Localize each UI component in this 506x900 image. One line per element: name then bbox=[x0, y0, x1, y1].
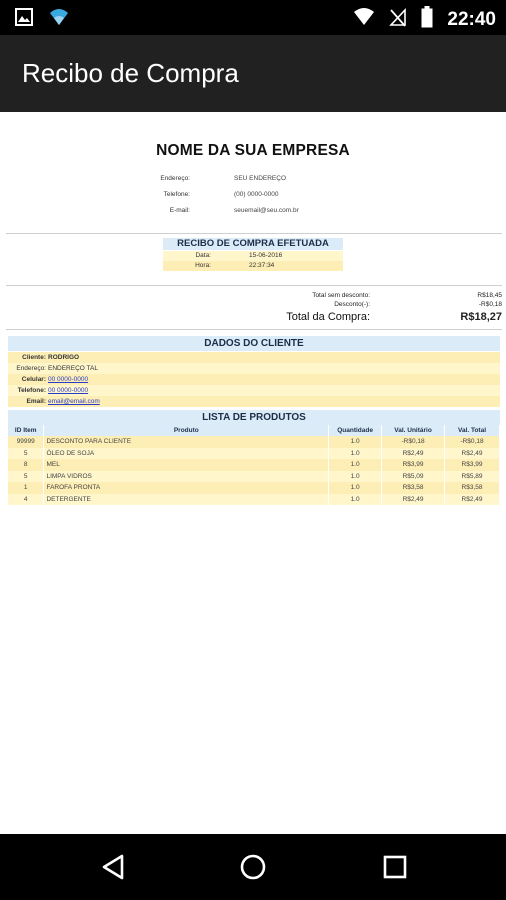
app-bar bbox=[0, 35, 506, 112]
wifi-signal-icon bbox=[48, 7, 70, 32]
table-row bbox=[8, 494, 500, 506]
recent-apps-icon[interactable] bbox=[378, 850, 412, 884]
client-phone-row bbox=[8, 385, 500, 396]
receipt-date-row bbox=[163, 251, 343, 261]
cell-product: FAROFA PRONTA bbox=[44, 482, 329, 494]
client-email-link[interactable]: email@email.com bbox=[48, 398, 100, 405]
cell-quantity: 1.0 bbox=[329, 448, 382, 460]
divider bbox=[6, 233, 502, 234]
total-label: Total da Compra: bbox=[286, 311, 370, 323]
cell-quantity: 1.0 bbox=[329, 471, 382, 483]
cell-id: 5 bbox=[8, 471, 44, 483]
client-email-row bbox=[8, 396, 500, 407]
cell-product: LIMPA VIDROS bbox=[44, 471, 329, 483]
receipt-date-label: Data: bbox=[195, 252, 211, 259]
cell-id: 8 bbox=[8, 459, 44, 471]
cell-unit-price: -R$0,18 bbox=[382, 436, 445, 448]
status-bar bbox=[0, 0, 506, 35]
cell-quantity: 1.0 bbox=[329, 436, 382, 448]
company-address-value: SEU ENDEREÇO bbox=[234, 175, 287, 182]
subtotal-label: Total sem desconto: bbox=[312, 292, 370, 299]
column-header-quantity: Quantidade bbox=[329, 425, 382, 436]
navigation-bar bbox=[0, 834, 506, 900]
cell-quantity: 1.0 bbox=[329, 482, 382, 494]
cell-unit-price: R$5,09 bbox=[382, 471, 445, 483]
client-phone-label: Telefone: bbox=[17, 387, 46, 394]
client-section-heading: DADOS DO CLIENTE bbox=[8, 336, 500, 351]
products-section-heading: LISTA DE PRODUTOS bbox=[8, 410, 500, 425]
company-email-value: seuemail@seu.com.br bbox=[234, 207, 299, 214]
client-address-value: ENDEREÇO TAL bbox=[48, 365, 98, 372]
table-row bbox=[8, 436, 500, 448]
cell-quantity: 1.0 bbox=[329, 494, 382, 506]
divider bbox=[6, 329, 502, 330]
cell-product: MEL bbox=[44, 459, 329, 471]
company-name: NOME DA SUA EMPRESA bbox=[156, 142, 350, 159]
cell-total: R$3,58 bbox=[445, 482, 500, 494]
discount-label: Desconto(-): bbox=[334, 301, 370, 308]
cell-id: 99999 bbox=[8, 436, 44, 448]
client-cell-label: Celular: bbox=[21, 376, 46, 383]
cell-id: 1 bbox=[8, 482, 44, 494]
wifi-icon bbox=[353, 7, 375, 32]
cell-total: R$2,49 bbox=[445, 448, 500, 460]
receipt-time-row bbox=[163, 261, 343, 271]
cell-total: R$2,49 bbox=[445, 494, 500, 506]
cell-product: ÓLEO DE SOJA bbox=[44, 448, 329, 460]
discount-value: -R$0,18 bbox=[478, 301, 502, 308]
cell-unit-price: R$2,49 bbox=[382, 448, 445, 460]
receipt-time-label: Hora: bbox=[195, 262, 211, 269]
subtotal-value: R$18,45 bbox=[477, 292, 502, 299]
table-header-row bbox=[8, 425, 500, 436]
receipt-time-value: 22:37:34 bbox=[249, 262, 275, 269]
client-email-label: Email: bbox=[26, 398, 46, 405]
column-header-id: ID Item bbox=[8, 425, 44, 436]
cell-total: R$5,89 bbox=[445, 471, 500, 483]
cell-id: 5 bbox=[8, 448, 44, 460]
client-name-label: Cliente: bbox=[22, 354, 46, 361]
cell-total: -R$0,18 bbox=[445, 436, 500, 448]
client-phone-link[interactable]: 00 0000-0000 bbox=[48, 387, 89, 394]
home-icon[interactable] bbox=[236, 850, 270, 884]
cell-unit-price: R$3,99 bbox=[382, 459, 445, 471]
cell-id: 4 bbox=[8, 494, 44, 506]
cell-total: R$3,99 bbox=[445, 459, 500, 471]
table-row bbox=[8, 471, 500, 483]
client-cell-row bbox=[8, 374, 500, 385]
client-address-label: Endereço: bbox=[16, 365, 46, 372]
client-cell-link[interactable]: 00 0000-0000 bbox=[48, 376, 89, 383]
receipt-title: RECIBO DE COMPRA EFETUADA bbox=[163, 238, 343, 250]
image-icon bbox=[14, 7, 34, 32]
column-header-product: Produto bbox=[44, 425, 329, 436]
cell-product: DETERGENTE bbox=[44, 494, 329, 506]
cell-quantity: 1.0 bbox=[329, 459, 382, 471]
company-phone-value: (00) 0000-0000 bbox=[234, 191, 279, 198]
divider bbox=[6, 285, 502, 286]
status-time: 22:40 bbox=[447, 8, 496, 30]
table-row bbox=[8, 448, 500, 460]
table-row bbox=[8, 482, 500, 494]
page-title: Recibo de Compra bbox=[22, 58, 239, 88]
table-row bbox=[8, 459, 500, 471]
total-value: R$18,27 bbox=[460, 311, 502, 323]
receipt-content: NOME DA SUA EMPRESA Endereço: SEU ENDEREÇO Telefone: (00) 0000-0000 E-mail: seuemail@seu.com.br RECIBO DE COMPRA EFETUADA Data: 15-06-2016 Hora: 22:37:34 Total sem desconto: R$18,45 Desconto(-): -R$0,18 Total da Compra: R$18,27 DADOS DO CLIENTE Cliente: RODRIGO Endereço: ENDEREÇO TAL Celular: 00 0000-0000 Telefone: 00 0000-0000 Email: email@email.com LISTA DE PRODUTOS ID Item Produto Quantidade Val. Unitário Val. Total 99999 DESCONTO PARA CLIENTE 1.0 -R$0,18 -R$0,18 5 ÓLEO DE SOJA 1.0 R$2,49 R$2,49 8 MEL 1.0 R$3,99 R$3,99 5 LIMPA VIDROS 1.0 R$5,09 R$5,89 1 FAROFA PRONTA 1.0 R$3,58 R$3,58 4 DETERGENTE 1.0 R$2,49 R$2,49 bbox=[0, 112, 506, 834]
cell-unit-price: R$3,58 bbox=[382, 482, 445, 494]
receipt-date-value: 15-06-2016 bbox=[249, 252, 283, 259]
products-table bbox=[8, 425, 500, 505]
client-address-row bbox=[8, 363, 500, 374]
column-header-unit-price: Val. Unitário bbox=[382, 425, 445, 436]
cell-product: DESCONTO PARA CLIENTE bbox=[44, 436, 329, 448]
client-name-row bbox=[8, 352, 500, 363]
back-icon[interactable] bbox=[96, 850, 130, 884]
column-header-total: Val. Total bbox=[445, 425, 500, 436]
client-name-value: RODRIGO bbox=[48, 354, 80, 361]
battery-icon bbox=[421, 6, 433, 33]
cell-unit-price: R$2,49 bbox=[382, 494, 445, 506]
no-signal-icon bbox=[389, 7, 407, 32]
